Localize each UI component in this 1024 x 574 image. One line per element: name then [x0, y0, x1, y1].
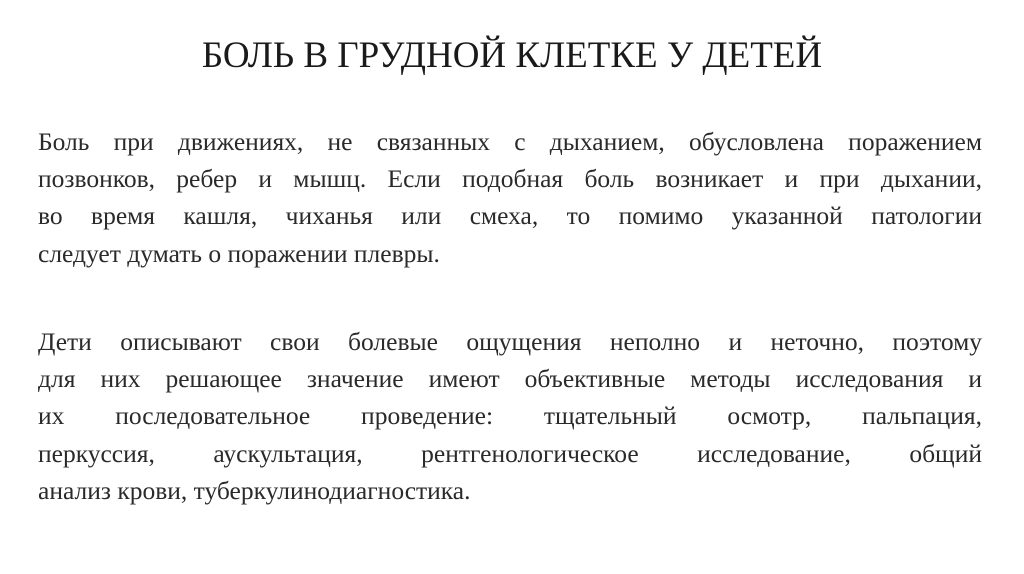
paragraph-line: анализ крови, туберкулинодиагностика. — [38, 475, 471, 505]
paragraph-line: их последовательное проведение: тщательный осмотр, пальпация, — [38, 401, 982, 431]
paragraph-children-examination — [38, 323, 982, 509]
paragraph-chest-pain-movement — [38, 123, 982, 272]
paragraph-line: во время кашля, чиханья или смеха, то помимо указанной патологии — [38, 201, 982, 231]
paragraph-line: Дети описывают свои болевые ощущения неполно и неточно, поэтому — [38, 327, 982, 356]
slide-title: БОЛЬ В ГРУДНОЙ КЛЕТКЕ У ДЕТЕЙ — [201, 35, 823, 76]
paragraph-line: следует думать о поражении плевры. — [38, 238, 440, 268]
paragraph-line: позвонков, ребер и мышц. Если подобная боль возникает и при дыхании, — [38, 164, 982, 194]
paragraph-line: Боль при движениях, не связанных с дыханием, обусловлена поражением — [38, 127, 982, 156]
paragraph-line: для них решающее значение имеют объективные методы исследования и — [38, 364, 982, 394]
paragraph-line: перкуссия, аускультация, рентгенологическое исследование, общий — [38, 438, 982, 468]
